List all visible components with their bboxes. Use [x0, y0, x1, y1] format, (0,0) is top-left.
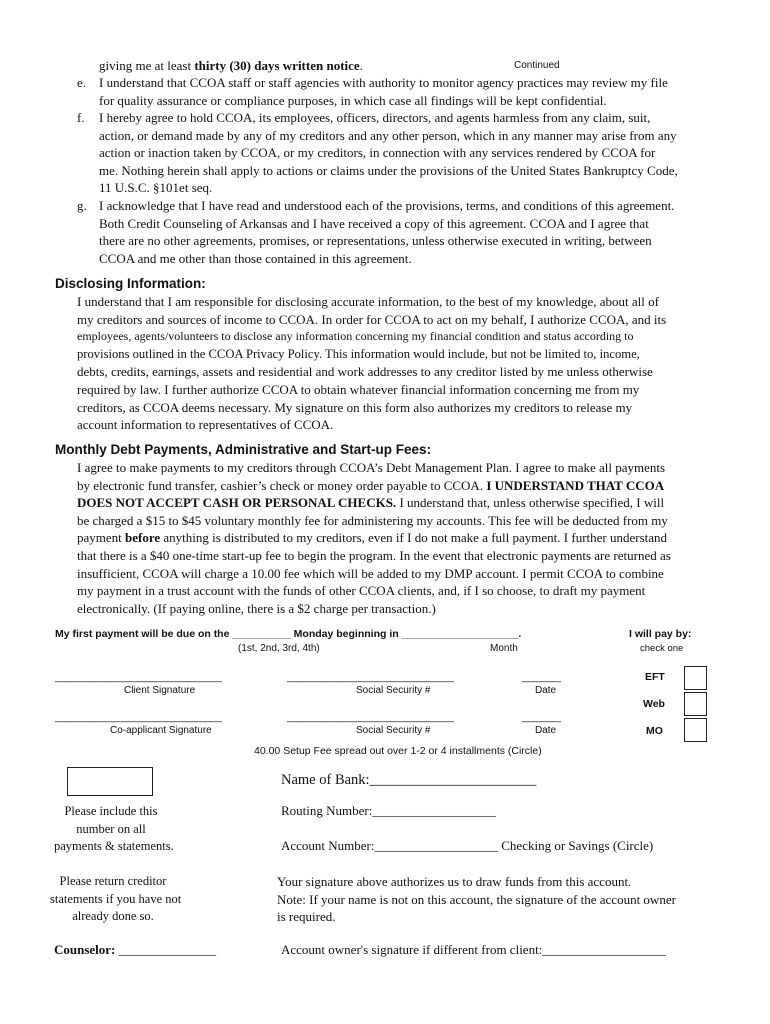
payments-body: [77, 459, 671, 617]
disclosing-line: my creditors and sources of income to CCOA. In order for CCOA to act on my behalf, I authorize CCOA, and its: [77, 311, 667, 327]
payments-line: [77, 477, 671, 495]
term-d-bold: thirty (30) days written notice: [194, 58, 360, 73]
term-d-continuation: [99, 57, 363, 75]
payments-line: my payment in a trust account with the funds of other CCOA clients, and, if I so choose, to draft my payment: [77, 583, 646, 599]
term-g-line: there are no other agreements, promises, or representations, unless otherwise executed in writing, between: [99, 233, 652, 249]
term-d-text: giving me at least: [99, 58, 195, 73]
disclosing-line: I understand that I am responsible for disclosing accurate information, to the best of my knowledge, about all of: [77, 294, 659, 309]
payments-text: anything is distributed to my creditors, even if I do not make a full payment. I further understand: [160, 530, 668, 546]
continued-label: Continued: [514, 60, 560, 71]
return-note-line: already done so.: [72, 909, 154, 923]
payments-line: I agree to make payments to my creditors through CCOA’s Debt Management Plan. I agree to make all payments: [77, 460, 666, 475]
payments-text: payment: [77, 530, 126, 546]
disclosing-line: account information to representatives of CCOA.: [77, 417, 334, 433]
term-d-end: .: [359, 58, 363, 73]
client-signature-label: Client Signature: [124, 685, 196, 696]
term-g-line: Both Credit Counseling of Arkansas and I have received a copy of this agreement. CCOA and I agree that: [99, 215, 649, 231]
client-signature-line[interactable]: ______________________________: [55, 672, 222, 683]
bank-name-field[interactable]: Name of Bank:_______________________: [281, 772, 537, 788]
payments-line: be charged a $15 to $45 voluntary monthly fee for administering my accounts. This fee will be deducted from my: [77, 512, 668, 528]
payments-text: by electronic fund transfer, cashier’s check or money order payable to CCOA.: [77, 477, 487, 493]
payments-heading: Monthly Debt Payments, Administrative and Start-up Fees:: [55, 442, 432, 457]
coapplicant-signature-label: Co-applicant Signature: [110, 725, 212, 736]
term-e-line: for quality assurance or compliance purposes, in which case all findings will be kept confidential.: [99, 92, 607, 108]
coapplicant-signature-line[interactable]: ______________________________: [55, 712, 222, 723]
method-web-label: Web: [643, 698, 665, 710]
authorization-line: Note: If your name is not on this account, the signature of the account owner: [277, 891, 676, 907]
payments-text: I understand that, unless otherwise specified, I will: [396, 495, 665, 511]
term-f-line: I hereby agree to hold CCOA, its employees, officers, directors, and agents harmless from any claim, suit,: [99, 110, 651, 125]
payments-bold: before: [125, 530, 161, 546]
payments-line: electronically. (If paying online, there is a $2 charge per transaction.): [77, 600, 436, 616]
term-f-text: [99, 109, 678, 197]
method-eft-label: EFT: [645, 671, 665, 683]
term-f-line: action or inaction taken by CCOA, or my creditors, in connection with any services rendered by CCOA for: [99, 145, 656, 161]
payments-line: that there is a $40 one-time start-up fee to begin the program. In the event that electronic payments are returned as: [77, 547, 671, 563]
return-note-line: statements if you have not: [50, 891, 182, 906]
payments-line: [77, 529, 671, 547]
routing-number-field[interactable]: Routing Number:___________________: [281, 803, 496, 818]
term-e-text: [99, 74, 668, 109]
disclosing-line: debts, credits, earnings, assets and residential and work addresses to any creditor listed by me unless otherwise: [77, 364, 653, 380]
term-f-line: action, or demand made by any of my creditors and any other person, which in any manner may arise from any: [99, 127, 677, 143]
payments-line: [77, 494, 671, 512]
disclosing-heading: Disclosing Information:: [55, 276, 206, 291]
account-number-box[interactable]: [67, 767, 153, 796]
term-g-letter: g.: [77, 198, 87, 213]
authorization-note: [277, 873, 676, 926]
term-e-letter: e.: [77, 75, 87, 90]
authorization-line: Your signature above authorizes us to draw funds from this account.: [277, 874, 632, 889]
client-ssn-label: Social Security #: [356, 685, 431, 696]
term-e-line: I understand that CCOA staff or staff agencies with authority to monitor agency practices may review my file: [99, 75, 668, 90]
method-web-checkbox[interactable]: [684, 692, 707, 716]
check-one-label: check one: [640, 643, 684, 654]
term-f-line: me. Nothing herein shall apply to actions or claims under the provisions of the United States Bankruptcy Code,: [99, 162, 678, 178]
term-f-line: 11 U.S.C. §101et seq.: [99, 180, 213, 196]
disclosing-line: required by law. I further authorize CCOA to obtain whatever financial information concerning me from my: [77, 381, 640, 397]
month-hint: Month: [490, 643, 518, 654]
client-date-label: Date: [535, 685, 557, 696]
coapplicant-ssn-line[interactable]: ______________________________: [287, 712, 454, 723]
coapplicant-ssn-label: Social Security #: [356, 725, 431, 736]
method-mo-checkbox[interactable]: [684, 718, 707, 742]
client-date-line[interactable]: _______: [522, 672, 561, 683]
method-mo-label: MO: [646, 725, 663, 737]
disclosing-line: employees, agents/volunteers to disclose any information concerning my financial condition and status according to: [77, 329, 634, 344]
disclosing-line: provisions outlined in the CCOA Privacy Policy. This information would include, but not be limited to, income,: [77, 346, 640, 361]
term-g-text: [99, 197, 674, 267]
coapplicant-date-line[interactable]: _______: [522, 712, 561, 723]
disclosing-line: creditors, as CCOA deems necessary. My signature on this form also authorizes my creditors to release my: [77, 399, 633, 415]
coapplicant-date-label: Date: [535, 725, 557, 736]
include-note-line: Please include this: [64, 804, 158, 818]
authorization-line: is required.: [277, 909, 336, 924]
pay-by-label: I will pay by:: [629, 628, 692, 640]
return-statements-note: [50, 873, 182, 926]
term-g-line: CCOA and me other than those contained in this agreement.: [99, 250, 412, 266]
account-owner-signature-line[interactable]: Account owner's signature if different from client:___________________: [281, 942, 666, 957]
first-payment-line: My first payment will be due on the __________ Monday beginning in ____________________.: [55, 628, 522, 640]
ordinal-hint: (1st, 2nd, 3rd, 4th): [238, 643, 320, 654]
return-note-line: Please return creditor: [59, 874, 167, 888]
term-f-letter: f.: [77, 110, 85, 125]
client-ssn-line[interactable]: ______________________________: [287, 672, 454, 683]
payments-line: insufficient, CCOA will charge a 10.00 fee which will be added to my DMP account. I permit CCOA to combine: [77, 565, 664, 581]
disclosing-body: [77, 293, 666, 434]
counselor-line[interactable]: _______________: [115, 942, 217, 957]
setup-fee-note: 40.00 Setup Fee spread out over 1-2 or 4 installments (Circle): [254, 745, 542, 757]
include-note-line: payments & statements.: [54, 839, 174, 853]
term-g-line: I acknowledge that I have read and understood each of the provisions, terms, and conditions of this agreement.: [99, 198, 675, 213]
payments-bold: DOES NOT ACCEPT CASH OR PERSONAL CHECKS.: [77, 495, 397, 511]
payments-bold: I UNDERSTAND THAT CCOA: [486, 477, 665, 493]
method-eft-checkbox[interactable]: [684, 666, 707, 690]
include-number-note: [54, 803, 174, 856]
account-number-field[interactable]: Account Number:___________________ Checking or Savings (Circle): [281, 838, 654, 853]
counselor-field[interactable]: [54, 942, 216, 958]
include-note-line: number on all: [76, 821, 146, 836]
counselor-label: Counselor:: [54, 942, 116, 957]
